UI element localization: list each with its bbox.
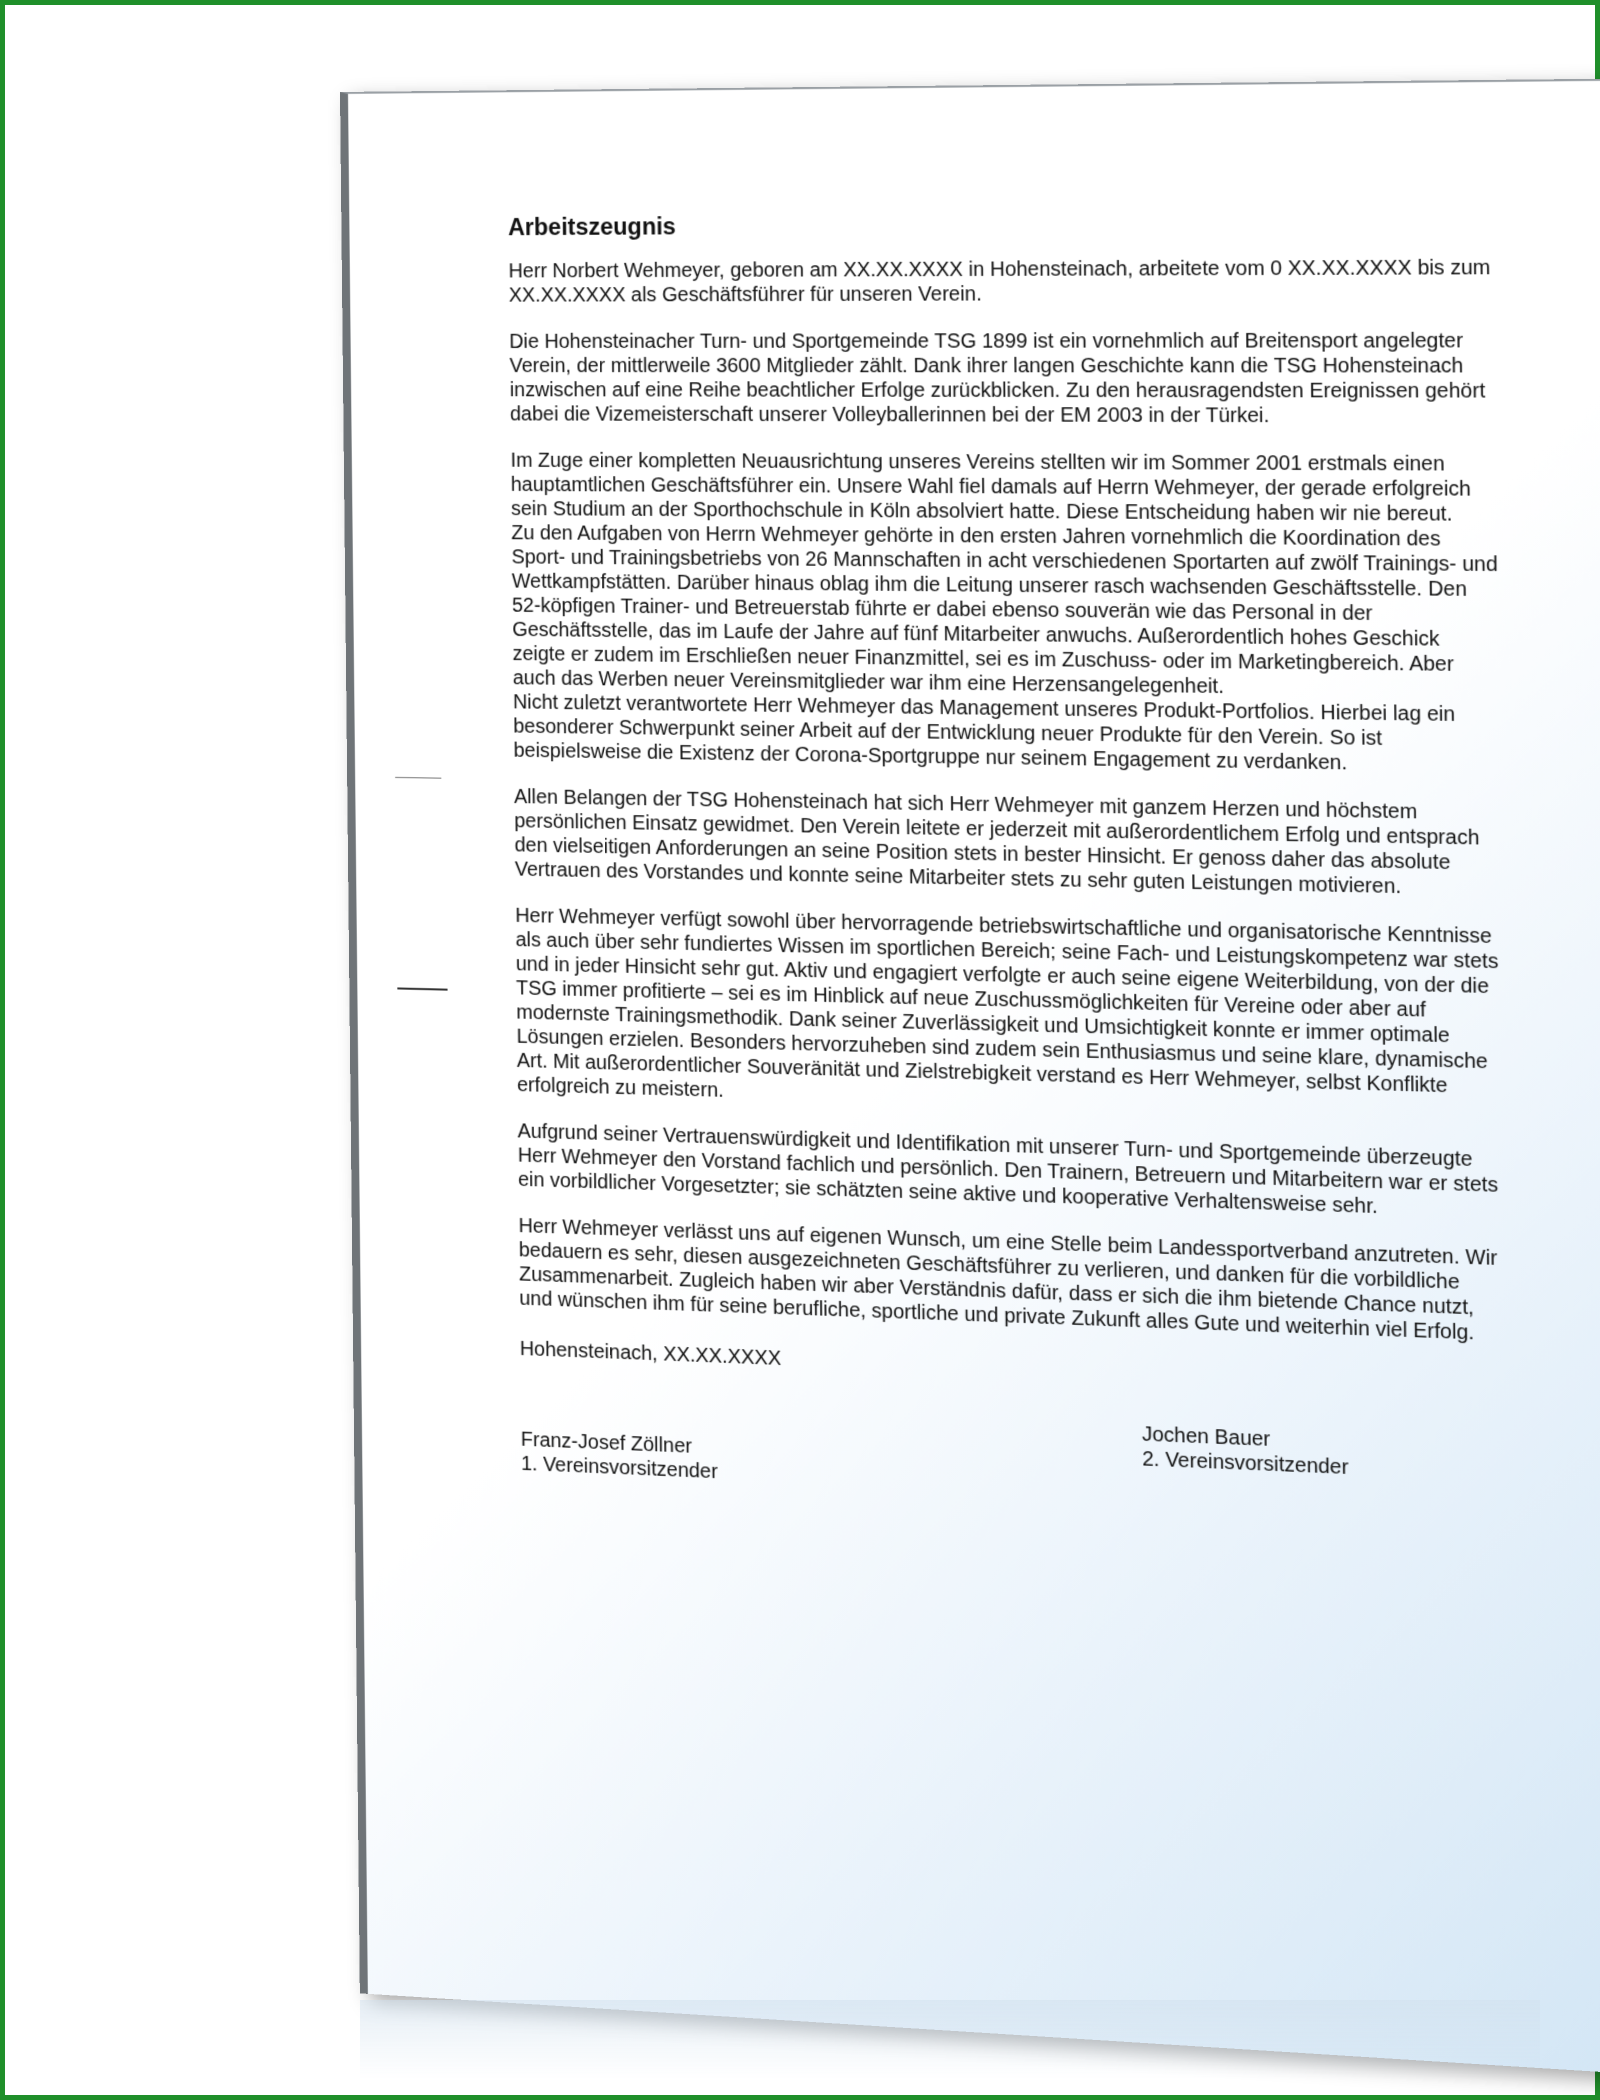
sheet-reflection xyxy=(360,2000,1540,2080)
signature-right-name: Jochen Bauer xyxy=(1141,1423,1271,1452)
paragraph-hiring: Im Zuge einer kompletten Neuausrichtung unseres Vereins stellten wir im Sommer 2001 erstmals einen hauptamtlichen Geschäftsführer ein. Unsere Wahl fiel damals auf Herrn Wehmeyer, der gerade erfolgreich sein Studium an der Sporthochschule in Köln absolviert hatte. Diese Entscheidung haben wir nie bereut. xyxy=(510,449,1471,526)
paragraph-intro: Herr Norbert Wehmeyer, geboren am XX.XX.XXXX in Hohensteinach, arbeitete vom 0 XX.XX.XXXX bis zum XX.XX.XXXX als Geschäftsführer für unseren Verein. xyxy=(508,256,1491,307)
signature-block xyxy=(520,1397,1508,1531)
signature-left-role: 1. Vereinsvorsitzender xyxy=(520,1452,718,1484)
signature-left xyxy=(521,1427,718,1484)
place-date: Hohensteinach, XX.XX.XXXX xyxy=(519,1337,782,1371)
paragraph-dedication: Allen Belangen der TSG Hohensteinach hat sich Herr Wehmeyer mit ganzem Herzen und höchstem persönlichen Einsatz gewidmet. Den Verein leitete er jederzeit mit außerordentlichem Erfolg und entsprach den vielseitigen Anforderungen an seine Position stets in bester Hinsicht. Er genoss daher das absolute Vertrauen des Vorstandes und konnte seine Mitarbeiter stets zu sehr guten Leistungen motivieren. xyxy=(513,785,1480,899)
signature-left-name: Franz-Josef Zöllner xyxy=(520,1428,692,1458)
signature-right-role: 2. Vereinsvorsitzender xyxy=(1142,1447,1349,1480)
fold-mark-top xyxy=(395,777,441,779)
document-sheet xyxy=(340,79,1600,2074)
fold-mark-middle xyxy=(397,987,447,990)
paragraph-club: Die Hohensteinacher Turn- und Sportgemeinde TSG 1899 ist ein vornehmlich auf Breitensport angelegter Verein, der mittlerweile 3600 Mitglieder zählt. Dank ihrer langen Geschichte kann die TSG Hohensteinach inzwischen auf eine Reihe beachtlicher Erfolge zurückblicken. Zu den herausragendsten Ereignissen gehört dabei die Vizemeisterschaft unserer Volleyballerinnen bei der EM 2003 in der Türkei. xyxy=(509,329,1486,428)
paragraph-conduct: Aufgrund seiner Vertrauenswürdigkeit und Identifikation mit unserer Turn- und Sportgemeinde überzeugte Herr Wehmeyer den Vorstand fachlich und persönlich. Den Trainern, Betreuern und Mitarbeitern war er stets ein vorbildlicher Vorgesetzter; sie schätzten seine aktive und kooperative Verhaltensweise sehr. xyxy=(517,1120,1499,1219)
signature-right xyxy=(1142,1422,1349,1480)
document-content xyxy=(508,209,1509,1530)
paragraph-portfolio: Nicht zuletzt verantwortete Herr Wehmeyer das Management unseres Produkt-Portfolios. Hierbei lag ein besonderer Schwerpunkt seiner Arbeit auf der Entwicklung neuer Produkte für den Verein. So ist beispielsweise die Existenz der Corona-Sportgruppe nur seinem Engagement zu verdanken. xyxy=(512,691,1456,775)
paragraph-competence: Herr Wehmeyer verfügt sowohl über hervorragende betriebswirtschaftliche und organisatorische Kenntnisse als auch über sehr fundiertes Wissen im sportlichen Bereich; seine Fach- und Leistungskompetenz war stets und in jeder Hinsicht sehr gut. Aktiv und engagiert verfolgte er auch seine eigene Weiterbildung, von der die TSG immer profitierte – sei es im Hinblick auf neue Zuschussmöglichkeiten für Vereine oder aber auf modernste Trainingsmethodik. Dank seiner Zuverlässigkeit und Umsichtigkeit konnte er immer optimale Lösungen erzielen. Besonders hervorzuheben sind zudem sein Enthusiasmus und seine klare, dynamische Art. Mit außerordentlicher Souveränität und Zielstrebigkeit verstand es Herr Wehmeyer, selbst Konflikte erfolgreich zu meistern. xyxy=(515,904,1499,1102)
paragraph-tasks: Zu den Aufgaben von Herrn Wehmeyer gehörte in den ersten Jahren vornehmlich die Koordination des Sport- und Trainingsbetriebs von 26 Mannschaften in acht verschiedenen Sportarten auf zwölf Trainings- und Wettkampfstätten. Darüber hinaus oblag ihm die Leitung unserer rasch wachsenden Geschäftsstelle. Den 52-köpfigen Trainer- und Betreuerstab führte er dabei ebenso souverän wie das Personal in der Geschäftsstelle, das im Laufe der Jahre auf fünf Mitarbeiter anwuchs. Außerordentlich hohes Geschick zeigte er zudem im Erschließen neuer Finanzmittel, sei es im Zuschuss- oder im Marketingbereich. Aber auch das Werben neuer Vereinsmitglieder war ihm eine Herzensangelegenheit. xyxy=(511,522,1498,699)
paragraph-farewell: Herr Wehmeyer verlässt uns auf eigenen Wunsch, um eine Stelle beim Landessportverband anzutreten. Wir bedauern es sehr, diesen ausgezeichneten Geschäftsführer zu verlieren, und danken für die vorbildliche Zusammenarbeit. Zugleich haben wir aber Verständnis dafür, dass er sich die ihm bietende Chance nutzt, und wünschen ihm für seine berufliche, sportliche und private Zukunft alles Gute und weiterhin viel Erfolg. xyxy=(518,1214,1498,1345)
document-title: Arbeitszeugnis xyxy=(507,213,676,241)
